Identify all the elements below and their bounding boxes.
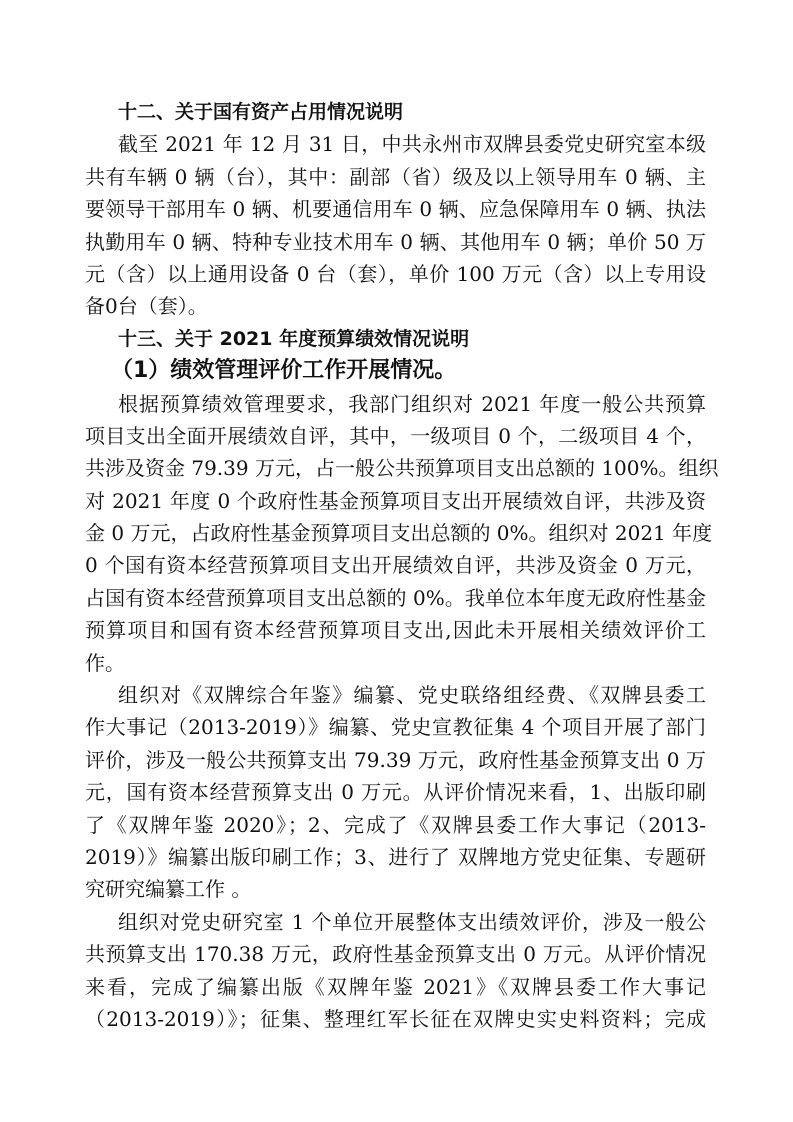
- text-line: 金 0 万元，占政府性基金预算项目支出总额的 0%。组织对 2021 年度: [85, 521, 713, 546]
- text-line: 作。: [85, 650, 125, 675]
- text-line: （2013-2019）》；征集、整理红军长征在双牌史实史料资料；完成: [85, 1006, 706, 1031]
- section-13-subheading: （1）绩效管理评价工作开展情况。: [111, 358, 457, 384]
- text-line: 对 2021 年度 0 个政府性基金预算项目支出开展绩效自评，共涉及资: [85, 488, 706, 513]
- text-line: 0 个国有资本经营预算项目支出开展绩效自评，共涉及资金 0 万元，: [85, 553, 706, 578]
- section-12-heading: 十二、关于国有资产占用情况说明: [118, 101, 404, 123]
- text-line: 共有车辆 0 辆（台），其中：副部（省）级及以上领导用车 0 辆、主: [85, 164, 706, 189]
- text-line: 备0台（套）。: [85, 294, 208, 319]
- text-line: 来看，完成了编纂出版《双牌年鉴 2021》《双牌县委工作大事记: [85, 974, 706, 999]
- text-line: 共预算支出 170.38 万元，政府性基金预算支出 0 万元。从评价情况: [85, 942, 706, 967]
- text-line: 截至 2021 年 12 月 31 日，中共永州市双牌县委党史研究室本级: [118, 132, 706, 157]
- text-line: 评价，涉及一般公共预算支出 79.39 万元，政府性基金预算支出 0 万: [85, 747, 706, 772]
- text-line: 了《双牌年鉴 2020》；2、完成了《双牌县委工作大事记（2013-: [85, 812, 706, 837]
- text-line: 组织对《双牌综合年鉴》编纂、党史联络组经费、《双牌县委工: [118, 683, 706, 708]
- text-line: 要领导干部用车 0 辆、机要通信用车 0 辆、应急保障用车 0 辆、执法: [85, 197, 706, 222]
- section-13-paragraph-1: [85, 388, 719, 680]
- text-line: 组织对党史研究室 1 个单位开展整体支出绩效评价，涉及一般公: [118, 909, 706, 934]
- text-line: 究研究编纂工作 。: [85, 877, 252, 902]
- text-line: 预算项目和国有资本经营预算项目支出,因此未开展相关绩效评价工: [85, 618, 706, 643]
- text-line: 根据预算绩效管理要求，我部门组织对 2021 年度一般公共预算: [118, 391, 706, 416]
- text-line: 执勤用车 0 辆、特种专业技术用车 0 辆、其他用车 0 辆；单价 50 万: [85, 229, 706, 254]
- text-line: 项目支出全面开展绩效自评，其中，一级项目 0 个，二级项目 4 个，: [85, 423, 706, 448]
- section-12-paragraph: [85, 128, 706, 322]
- text-line: 作大事记（2013-2019）》编纂、党史宣教征集 4 个项目开展了部门: [85, 715, 706, 740]
- section-13-heading: 十三、关于 2021 年度预算绩效情况说明: [118, 327, 470, 350]
- text-line: 占国有资本经营预算项目支出总额的 0%。我单位本年度无政府性基金: [85, 585, 706, 610]
- section-13-paragraph-3: [85, 906, 706, 1036]
- text-line: 元（含）以上通用设备 0 台（套），单价 100 万元（含）以上专用设: [85, 261, 706, 286]
- section-13-paragraph-2: [85, 679, 706, 906]
- text-line: 2019）》编纂出版印刷工作；3、进行了 双牌地方党史征集、专题研: [85, 844, 706, 869]
- text-line: 共涉及资金 79.39 万元，占一般公共预算项目支出总额的 100%。组织: [85, 456, 719, 481]
- text-line: 元，国有资本经营预算支出 0 万元。从评价情况来看，1、出版印刷: [85, 780, 706, 805]
- document-page: [85, 96, 719, 1035]
